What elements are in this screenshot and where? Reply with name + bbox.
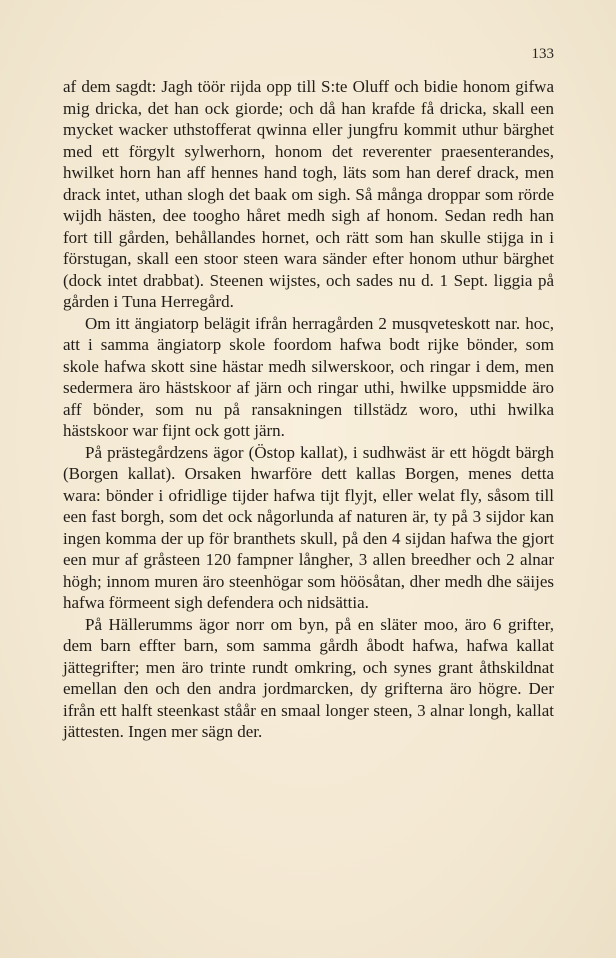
paragraph-1: af dem sagdt: Jagh töör rijda opp till S:te Oluff och bidie honom gifwa mig dricka, det han ock giorde; och då han krafde få dricka, skall een mycket wacker uthstofferat qwinna eller jungfru kommit uthur bärghet med ett förgylt sylwerhorn, honom det reverenter praesenterandes, hwilket horn han aff hennes hand togh, läts som han deref drack, men drack intet, uthan slogh det baak om sigh. Så många droppar som rörde wijdh hästen, dee toogho håret medh sigh af honom. Sedan redh han fort till gården, behållandes hornet, och rätt som han skulle stijga in i förstugan, skall een stoor steen wara sänder efter honom uthur bärghet (dock intet drabbat). Steenen wijstes, och sades nu d. 1 Sept. liggia på gården i Tuna Herregård. xyxy=(63,77,554,311)
body-text xyxy=(63,76,554,743)
paragraph-2: Om itt ängiatorp belägit ifrån herragården 2 musqveteskott nar. hoc, att i samma ängiatorp skole foordom hafwa bodt rijke bönder, som skole hafwa skott sine hästar medh silwerskoor, och ringar i dem, men sedermera äro hästskoor af järn och ringar uthi, hwilke uppsmidde äro aff bönder, som nu på ransakningen tillstädz woro, uthi hwilka hästskoor war fijnt ock gott järn. xyxy=(63,313,554,440)
paragraph-3: På prästegårdzens ägor (Östop kallat), i sudhwäst är ett högdt bärgh (Borgen kallat). Orsaken hwarföre dett kallas Borgen, menes detta wara: bönder i ofridlige tijder hafwa tijt flyjt, eller welat fly, såsom till een fast borgh, som det ock någorlunda af naturen är, ty på 3 sijdor kan ingen komma der up för branthets skull, på den 4 sijdan hafwa the gjort een mur af gråsteen 120 fampner långher, 3 allen breedher och 2 alnar högh; innom muren äro steenhögar som höösåtan, dher medh dhe säijes hafwa förmeent sigh defendera och nidsättia. xyxy=(63,442,554,612)
paragraph-4: På Hällerumms ägor norr om byn, på en släter moo, äro 6 grifter, dem barn effter barn, som samma gårdh åbodt hafwa, hafwa kallat jättegrifter; men äro trinte rundt omkring, och synes grant åthskildnat emellan den och den andra jordmarcken, dy grifterna äro högre. Der ifrån ett halft steenkast ståår en smaal longer steen, 3 alnar longh, kallat jättesten. Ingen mer sägn der. xyxy=(63,614,554,741)
page-number: 133 xyxy=(531,46,554,62)
